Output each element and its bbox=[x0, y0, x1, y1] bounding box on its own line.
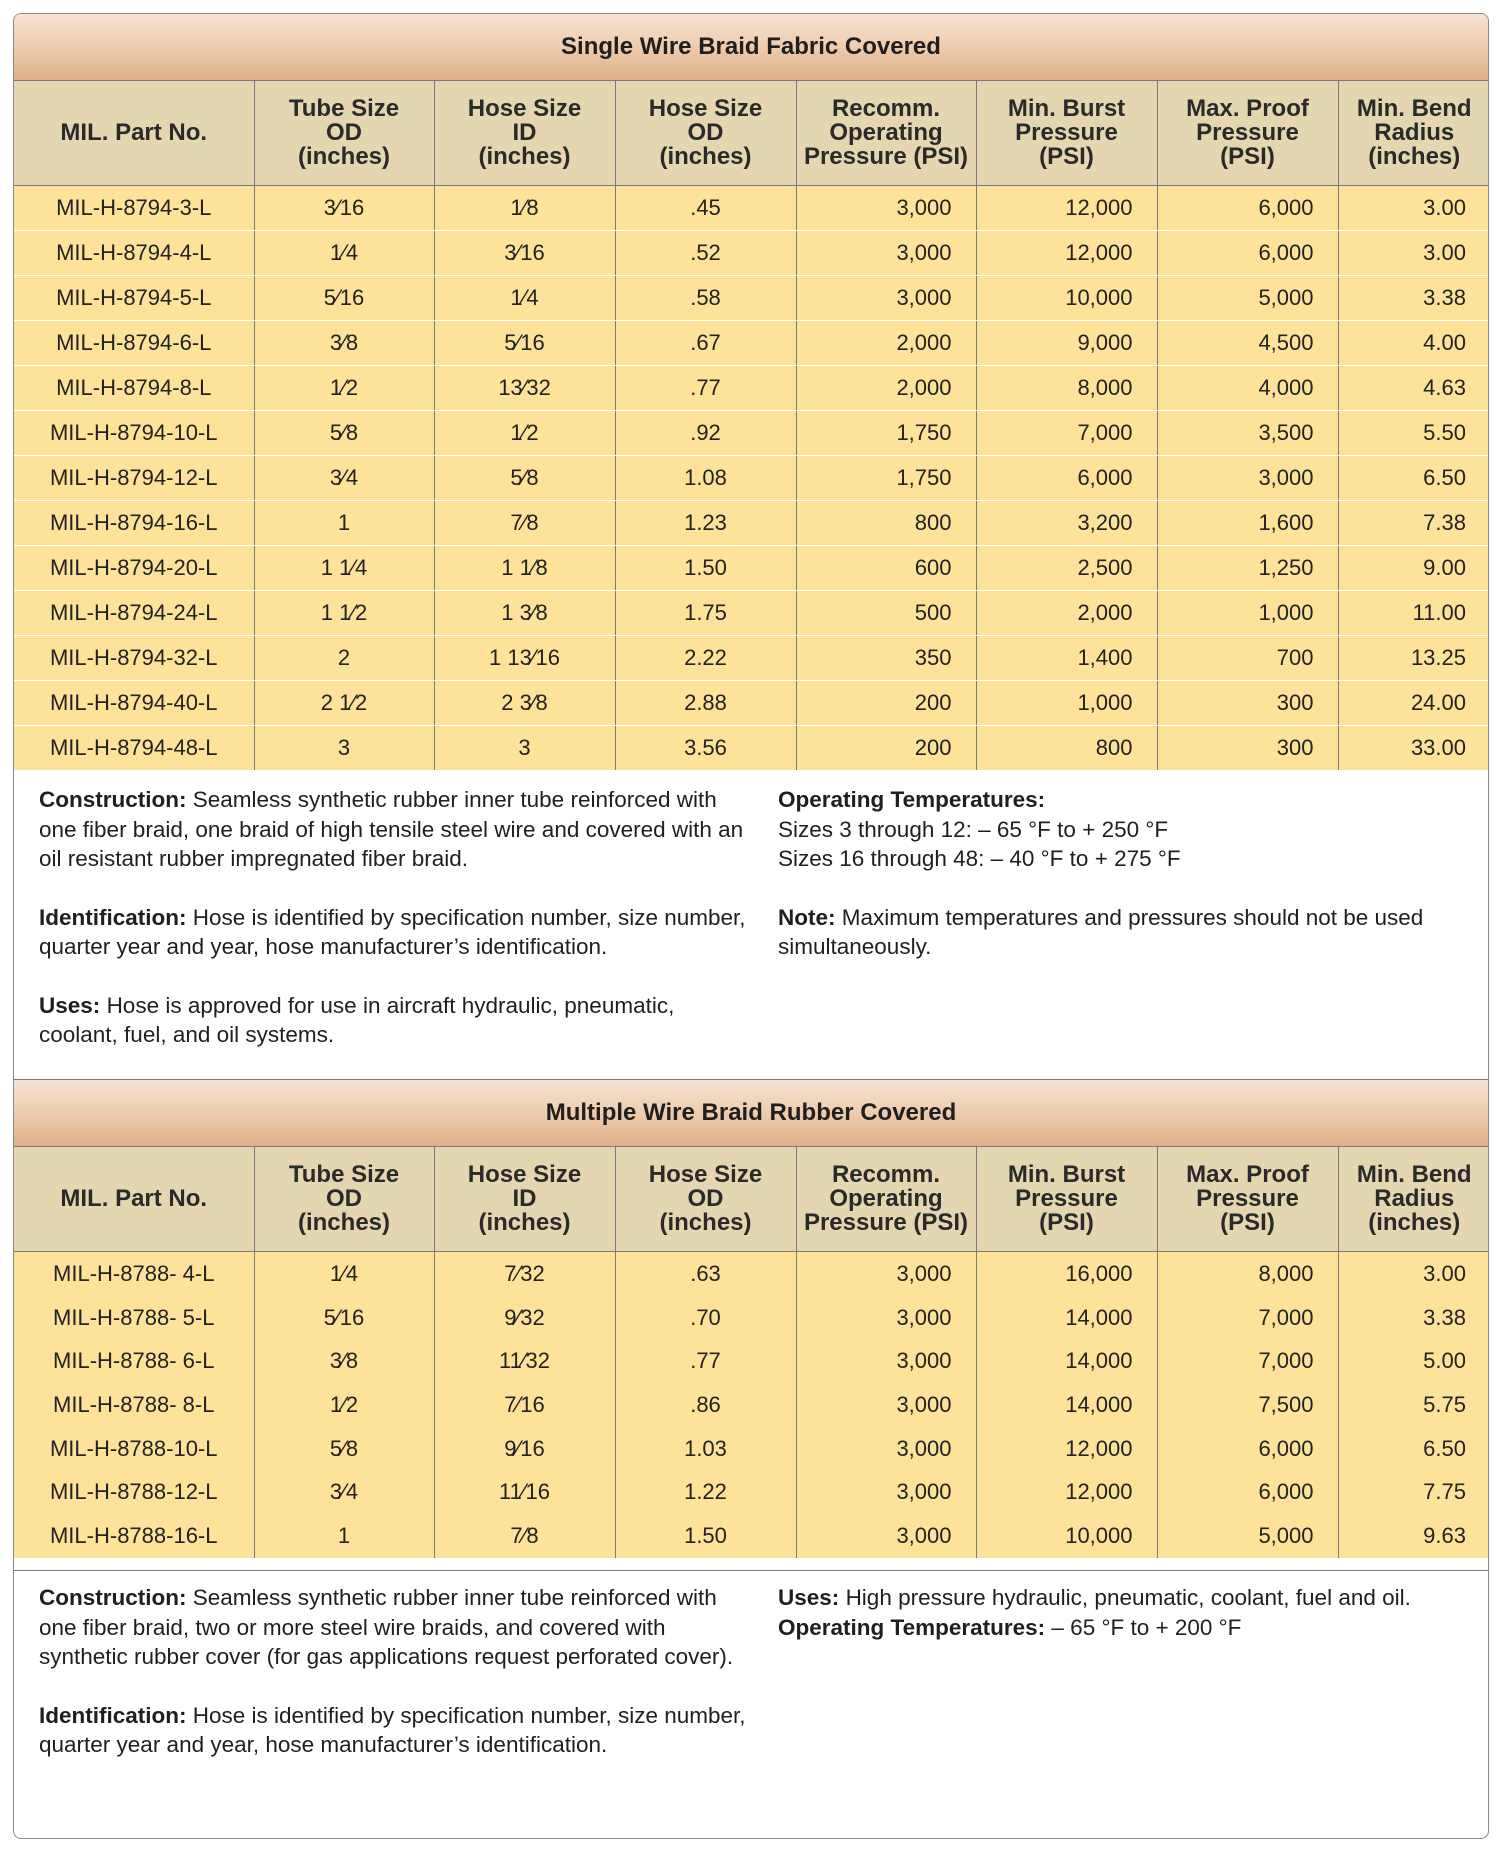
section1-notes bbox=[14, 777, 1488, 1087]
column-header-part-no: MIL. Part No. bbox=[14, 81, 254, 186]
cell-proof-pressure: 7,000 bbox=[1157, 1296, 1338, 1340]
cell-tube-size-od: 5⁄16 bbox=[254, 276, 434, 321]
cell-tube-size-od: 1⁄4 bbox=[254, 231, 434, 276]
cell-burst-pressure: 14,000 bbox=[976, 1339, 1157, 1383]
cell-hose-size-od: 2.22 bbox=[615, 636, 796, 681]
cell-tube-size-od: 1⁄2 bbox=[254, 1383, 434, 1427]
temperatures-label: Operating Temperatures: bbox=[778, 1614, 1046, 1640]
cell-bend-radius: 5.50 bbox=[1338, 411, 1489, 456]
cell-hose-size-od: 1.50 bbox=[615, 546, 796, 591]
cell-operating-pressure: 2,000 bbox=[796, 366, 976, 411]
temperatures-note bbox=[778, 785, 1468, 874]
cell-bend-radius: 7.75 bbox=[1338, 1470, 1489, 1514]
column-header-hose-size-od: Hose Size OD (inches) bbox=[615, 1147, 796, 1252]
cell-hose-size-od: .52 bbox=[615, 231, 796, 276]
table-row bbox=[14, 186, 1489, 231]
cell-proof-pressure: 6,000 bbox=[1157, 231, 1338, 276]
cell-burst-pressure: 14,000 bbox=[976, 1383, 1157, 1427]
cell-hose-size-id: 13⁄32 bbox=[434, 366, 615, 411]
cell-hose-size-id: 7⁄8 bbox=[434, 1514, 615, 1558]
cell-hose-size-od: 3.56 bbox=[615, 726, 796, 771]
identification-note bbox=[39, 903, 759, 962]
uses-label: Uses: bbox=[39, 992, 101, 1018]
cell-proof-pressure: 7,000 bbox=[1157, 1339, 1338, 1383]
uses-text: Hose is approved for use in aircraft hydraulic, pneumatic, coolant, fuel, and oil systems. bbox=[39, 992, 675, 1047]
cell-proof-pressure: 6,000 bbox=[1157, 1470, 1338, 1514]
cell-bend-radius: 3.00 bbox=[1338, 186, 1489, 231]
cell-operating-pressure: 1,750 bbox=[796, 456, 976, 501]
cell-tube-size-od: 1 1⁄4 bbox=[254, 546, 434, 591]
uses-note bbox=[778, 1583, 1478, 1642]
cell-tube-size-od: 1 1⁄2 bbox=[254, 591, 434, 636]
cell-tube-size-od: 5⁄8 bbox=[254, 411, 434, 456]
cell-tube-size-od: 3 bbox=[254, 726, 434, 771]
cell-bend-radius: 3.00 bbox=[1338, 231, 1489, 276]
cell-hose-size-od: .77 bbox=[615, 1339, 796, 1383]
cell-operating-pressure: 3,000 bbox=[796, 1470, 976, 1514]
cell-hose-size-od: 2.88 bbox=[615, 681, 796, 726]
cell-burst-pressure: 16,000 bbox=[976, 1252, 1157, 1296]
cell-operating-pressure: 3,000 bbox=[796, 231, 976, 276]
cell-hose-size-id: 3⁄16 bbox=[434, 231, 615, 276]
temperatures-line-2: Sizes 16 through 48: – 40 °F to + 275 °F bbox=[778, 846, 1181, 871]
cell-burst-pressure: 6,000 bbox=[976, 456, 1157, 501]
table-row bbox=[14, 501, 1489, 546]
cell-hose-size-id: 5⁄8 bbox=[434, 456, 615, 501]
construction-label: Construction: bbox=[39, 787, 187, 812]
cell-part-no: MIL-H-8788-12-L bbox=[14, 1470, 254, 1514]
cell-part-no: MIL-H-8788-10-L bbox=[14, 1427, 254, 1471]
cell-operating-pressure: 3,000 bbox=[796, 276, 976, 321]
cell-proof-pressure: 3,000 bbox=[1157, 456, 1338, 501]
cell-bend-radius: 33.00 bbox=[1338, 726, 1489, 771]
notes-right-column bbox=[778, 785, 1468, 991]
column-header-part-no: MIL. Part No. bbox=[14, 1147, 254, 1252]
construction-text: Seamless synthetic rubber inner tube reinforced with one fiber braid, two or more steel wire braids, and covered with synthetic rubber cover (for gas applications request perforated cover). bbox=[39, 1585, 734, 1669]
cell-part-no: MIL-H-8794-8-L bbox=[14, 366, 254, 411]
section2-notes bbox=[14, 1570, 1488, 1831]
note bbox=[778, 903, 1468, 962]
cell-part-no: MIL-H-8794-32-L bbox=[14, 636, 254, 681]
section-single-wire-braid bbox=[14, 14, 1488, 771]
temperatures-label: Operating Temperatures: bbox=[778, 787, 1046, 812]
cell-part-no: MIL-H-8788- 4-L bbox=[14, 1252, 254, 1296]
cell-hose-size-od: .63 bbox=[615, 1252, 796, 1296]
uses-note bbox=[39, 991, 759, 1050]
cell-hose-size-id: 7⁄32 bbox=[434, 1252, 615, 1296]
column-header-burst-pressure: Min. Burst Pressure (PSI) bbox=[976, 1147, 1157, 1252]
construction-note bbox=[39, 1583, 759, 1672]
cell-hose-size-od: .70 bbox=[615, 1296, 796, 1340]
table-row bbox=[14, 591, 1489, 636]
table-row bbox=[14, 276, 1489, 321]
cell-tube-size-od: 1 bbox=[254, 1514, 434, 1558]
notes-left-column bbox=[39, 1583, 759, 1789]
cell-bend-radius: 4.63 bbox=[1338, 366, 1489, 411]
cell-bend-radius: 11.00 bbox=[1338, 591, 1489, 636]
table-row bbox=[14, 726, 1489, 771]
identification-text: Hose is identified by specification number, size number, quarter year and year, hose manufacturer’s identification. bbox=[39, 1702, 746, 1757]
cell-operating-pressure: 1,750 bbox=[796, 411, 976, 456]
cell-hose-size-id: 1⁄4 bbox=[434, 276, 615, 321]
cell-bend-radius: 24.00 bbox=[1338, 681, 1489, 726]
table-row bbox=[14, 681, 1489, 726]
cell-operating-pressure: 2,000 bbox=[796, 321, 976, 366]
section-title: Single Wire Braid Fabric Covered bbox=[14, 14, 1488, 81]
table-row bbox=[14, 1470, 1489, 1514]
cell-hose-size-od: .58 bbox=[615, 276, 796, 321]
column-header-proof-pressure: Max. Proof Pressure (PSI) bbox=[1157, 1147, 1338, 1252]
uses-label: Uses: bbox=[778, 1585, 840, 1610]
column-header-tube-size-od: Tube Size OD (inches) bbox=[254, 1147, 434, 1252]
column-header-operating-pressure: Recomm. Operating Pressure (PSI) bbox=[796, 1147, 976, 1252]
cell-operating-pressure: 200 bbox=[796, 726, 976, 771]
table-row bbox=[14, 1427, 1489, 1471]
cell-hose-size-id: 1⁄8 bbox=[434, 186, 615, 231]
cell-part-no: MIL-H-8794-40-L bbox=[14, 681, 254, 726]
cell-bend-radius: 9.63 bbox=[1338, 1514, 1489, 1558]
cell-operating-pressure: 3,000 bbox=[796, 1296, 976, 1340]
cell-burst-pressure: 2,000 bbox=[976, 591, 1157, 636]
cell-operating-pressure: 3,000 bbox=[796, 1339, 976, 1383]
table-row bbox=[14, 636, 1489, 681]
table-row bbox=[14, 1296, 1489, 1340]
cell-part-no: MIL-H-8794-6-L bbox=[14, 321, 254, 366]
cell-part-no: MIL-H-8788- 6-L bbox=[14, 1339, 254, 1383]
table-row bbox=[14, 411, 1489, 456]
cell-bend-radius: 3.38 bbox=[1338, 276, 1489, 321]
cell-burst-pressure: 7,000 bbox=[976, 411, 1157, 456]
cell-bend-radius: 9.00 bbox=[1338, 546, 1489, 591]
table-row bbox=[14, 321, 1489, 366]
cell-burst-pressure: 9,000 bbox=[976, 321, 1157, 366]
column-header-operating-pressure: Recomm. Operating Pressure (PSI) bbox=[796, 81, 976, 186]
cell-hose-size-id: 9⁄16 bbox=[434, 1427, 615, 1471]
cell-proof-pressure: 3,500 bbox=[1157, 411, 1338, 456]
cell-burst-pressure: 14,000 bbox=[976, 1296, 1157, 1340]
temperatures-line-1: Sizes 3 through 12: – 65 °F to + 250 °F bbox=[778, 816, 1169, 842]
cell-operating-pressure: 3,000 bbox=[796, 1514, 976, 1558]
cell-burst-pressure: 800 bbox=[976, 726, 1157, 771]
cell-operating-pressure: 600 bbox=[796, 546, 976, 591]
cell-burst-pressure: 12,000 bbox=[976, 231, 1157, 276]
column-header-proof-pressure: Max. Proof Pressure (PSI) bbox=[1157, 81, 1338, 186]
cell-hose-size-id: 1 1⁄8 bbox=[434, 546, 615, 591]
cell-proof-pressure: 5,000 bbox=[1157, 276, 1338, 321]
cell-burst-pressure: 12,000 bbox=[976, 186, 1157, 231]
cell-burst-pressure: 2,500 bbox=[976, 546, 1157, 591]
cell-bend-radius: 3.38 bbox=[1338, 1296, 1489, 1340]
cell-proof-pressure: 5,000 bbox=[1157, 1514, 1338, 1558]
cell-hose-size-id: 5⁄16 bbox=[434, 321, 615, 366]
cell-hose-size-od: 1.50 bbox=[615, 1514, 796, 1558]
cell-bend-radius: 5.00 bbox=[1338, 1339, 1489, 1383]
cell-part-no: MIL-H-8794-3-L bbox=[14, 186, 254, 231]
cell-hose-size-id: 1⁄2 bbox=[434, 411, 615, 456]
cell-hose-size-id: 11⁄32 bbox=[434, 1339, 615, 1383]
cell-hose-size-id: 9⁄32 bbox=[434, 1296, 615, 1340]
hose-spec-frame bbox=[13, 13, 1489, 1839]
cell-tube-size-od: 3⁄8 bbox=[254, 1339, 434, 1383]
cell-hose-size-od: 1.23 bbox=[615, 501, 796, 546]
cell-tube-size-od: 3⁄4 bbox=[254, 1470, 434, 1514]
cell-proof-pressure: 1,600 bbox=[1157, 501, 1338, 546]
cell-hose-size-od: 1.22 bbox=[615, 1470, 796, 1514]
cell-proof-pressure: 300 bbox=[1157, 681, 1338, 726]
spec-table-multiple-wire bbox=[14, 1147, 1489, 1558]
uses-text: High pressure hydraulic, pneumatic, coolant, fuel and oil. bbox=[845, 1585, 1411, 1610]
column-header-tube-size-od: Tube Size OD (inches) bbox=[254, 81, 434, 186]
cell-burst-pressure: 12,000 bbox=[976, 1470, 1157, 1514]
cell-part-no: MIL-H-8788-16-L bbox=[14, 1514, 254, 1558]
table-row bbox=[14, 1252, 1489, 1296]
cell-operating-pressure: 3,000 bbox=[796, 1252, 976, 1296]
cell-hose-size-od: 1.03 bbox=[615, 1427, 796, 1471]
cell-burst-pressure: 3,200 bbox=[976, 501, 1157, 546]
identification-label: Identification: bbox=[39, 904, 187, 930]
cell-tube-size-od: 3⁄4 bbox=[254, 456, 434, 501]
table-row bbox=[14, 1339, 1489, 1383]
cell-tube-size-od: 5⁄8 bbox=[254, 1427, 434, 1471]
construction-note bbox=[39, 785, 759, 874]
cell-burst-pressure: 1,400 bbox=[976, 636, 1157, 681]
cell-operating-pressure: 800 bbox=[796, 501, 976, 546]
cell-part-no: MIL-H-8794-16-L bbox=[14, 501, 254, 546]
cell-hose-size-id: 11⁄16 bbox=[434, 1470, 615, 1514]
section-multiple-wire-braid bbox=[14, 1079, 1488, 1558]
identification-note bbox=[39, 1701, 759, 1760]
cell-part-no: MIL-H-8794-24-L bbox=[14, 591, 254, 636]
cell-tube-size-od: 1⁄2 bbox=[254, 366, 434, 411]
cell-part-no: MIL-H-8788- 8-L bbox=[14, 1383, 254, 1427]
cell-operating-pressure: 3,000 bbox=[796, 1427, 976, 1471]
cell-tube-size-od: 2 bbox=[254, 636, 434, 681]
column-header-bend-radius: Min. Bend Radius (inches) bbox=[1338, 81, 1489, 186]
notes-left-column bbox=[39, 785, 759, 1079]
identification-label: Identification: bbox=[39, 1702, 187, 1728]
section-title: Multiple Wire Braid Rubber Covered bbox=[14, 1079, 1488, 1147]
column-header-hose-size-id: Hose Size ID (inches) bbox=[434, 1147, 615, 1252]
cell-tube-size-od: 2 1⁄2 bbox=[254, 681, 434, 726]
cell-tube-size-od: 5⁄16 bbox=[254, 1296, 434, 1340]
cell-burst-pressure: 8,000 bbox=[976, 366, 1157, 411]
notes-right-column bbox=[778, 1583, 1478, 1671]
cell-proof-pressure: 700 bbox=[1157, 636, 1338, 681]
cell-hose-size-od: 1.75 bbox=[615, 591, 796, 636]
column-header-hose-size-od: Hose Size OD (inches) bbox=[615, 81, 796, 186]
cell-bend-radius: 6.50 bbox=[1338, 1427, 1489, 1471]
construction-text: Seamless synthetic rubber inner tube reinforced with one fiber braid, one braid of high tensile steel wire and covered with an oil resistant rubber impregnated fiber braid. bbox=[39, 787, 744, 871]
table-row bbox=[14, 366, 1489, 411]
cell-proof-pressure: 7,500 bbox=[1157, 1383, 1338, 1427]
cell-hose-size-id: 7⁄16 bbox=[434, 1383, 615, 1427]
cell-bend-radius: 5.75 bbox=[1338, 1383, 1489, 1427]
cell-operating-pressure: 350 bbox=[796, 636, 976, 681]
cell-operating-pressure: 3,000 bbox=[796, 186, 976, 231]
note-text: Maximum temperatures and pressures should not be used simultaneously. bbox=[778, 904, 1424, 959]
cell-hose-size-od: .77 bbox=[615, 366, 796, 411]
table-row bbox=[14, 1383, 1489, 1427]
cell-hose-size-od: .92 bbox=[615, 411, 796, 456]
cell-hose-size-od: .86 bbox=[615, 1383, 796, 1427]
cell-part-no: MIL-H-8794-5-L bbox=[14, 276, 254, 321]
column-header-hose-size-id: Hose Size ID (inches) bbox=[434, 81, 615, 186]
cell-hose-size-id: 1 13⁄16 bbox=[434, 636, 615, 681]
cell-proof-pressure: 6,000 bbox=[1157, 186, 1338, 231]
table-row bbox=[14, 546, 1489, 591]
construction-label: Construction: bbox=[39, 1585, 187, 1610]
cell-bend-radius: 13.25 bbox=[1338, 636, 1489, 681]
cell-operating-pressure: 3,000 bbox=[796, 1383, 976, 1427]
cell-part-no: MIL-H-8794-20-L bbox=[14, 546, 254, 591]
cell-part-no: MIL-H-8794-4-L bbox=[14, 231, 254, 276]
cell-bend-radius: 7.38 bbox=[1338, 501, 1489, 546]
cell-tube-size-od: 1 bbox=[254, 501, 434, 546]
temperatures-text: – 65 °F to + 200 °F bbox=[1051, 1614, 1242, 1640]
cell-part-no: MIL-H-8788- 5-L bbox=[14, 1296, 254, 1340]
cell-hose-size-od: 1.08 bbox=[615, 456, 796, 501]
cell-hose-size-id: 3 bbox=[434, 726, 615, 771]
cell-burst-pressure: 10,000 bbox=[976, 276, 1157, 321]
column-header-burst-pressure: Min. Burst Pressure (PSI) bbox=[976, 81, 1157, 186]
cell-proof-pressure: 6,000 bbox=[1157, 1427, 1338, 1471]
cell-proof-pressure: 1,250 bbox=[1157, 546, 1338, 591]
cell-bend-radius: 4.00 bbox=[1338, 321, 1489, 366]
cell-tube-size-od: 1⁄4 bbox=[254, 1252, 434, 1296]
table-row bbox=[14, 231, 1489, 276]
note-label: Note: bbox=[778, 904, 836, 930]
cell-burst-pressure: 12,000 bbox=[976, 1427, 1157, 1471]
table-row bbox=[14, 456, 1489, 501]
header-row bbox=[14, 1147, 1489, 1252]
cell-tube-size-od: 3⁄16 bbox=[254, 186, 434, 231]
cell-hose-size-od: .67 bbox=[615, 321, 796, 366]
cell-hose-size-id: 2 3⁄8 bbox=[434, 681, 615, 726]
cell-bend-radius: 6.50 bbox=[1338, 456, 1489, 501]
cell-hose-size-id: 7⁄8 bbox=[434, 501, 615, 546]
identification-text: Hose is identified by specification number, size number, quarter year and year, hose manufacturer’s identification. bbox=[39, 904, 746, 959]
cell-bend-radius: 3.00 bbox=[1338, 1252, 1489, 1296]
cell-proof-pressure: 300 bbox=[1157, 726, 1338, 771]
header-row bbox=[14, 81, 1489, 186]
cell-part-no: MIL-H-8794-12-L bbox=[14, 456, 254, 501]
cell-hose-size-id: 1 3⁄8 bbox=[434, 591, 615, 636]
cell-proof-pressure: 8,000 bbox=[1157, 1252, 1338, 1296]
cell-part-no: MIL-H-8794-48-L bbox=[14, 726, 254, 771]
cell-operating-pressure: 500 bbox=[796, 591, 976, 636]
cell-proof-pressure: 1,000 bbox=[1157, 591, 1338, 636]
cell-hose-size-od: .45 bbox=[615, 186, 796, 231]
table-row bbox=[14, 1514, 1489, 1558]
cell-proof-pressure: 4,000 bbox=[1157, 366, 1338, 411]
cell-part-no: MIL-H-8794-10-L bbox=[14, 411, 254, 456]
cell-operating-pressure: 200 bbox=[796, 681, 976, 726]
cell-burst-pressure: 10,000 bbox=[976, 1514, 1157, 1558]
cell-tube-size-od: 3⁄8 bbox=[254, 321, 434, 366]
spec-table-single-wire bbox=[14, 81, 1489, 771]
cell-proof-pressure: 4,500 bbox=[1157, 321, 1338, 366]
cell-burst-pressure: 1,000 bbox=[976, 681, 1157, 726]
column-header-bend-radius: Min. Bend Radius (inches) bbox=[1338, 1147, 1489, 1252]
